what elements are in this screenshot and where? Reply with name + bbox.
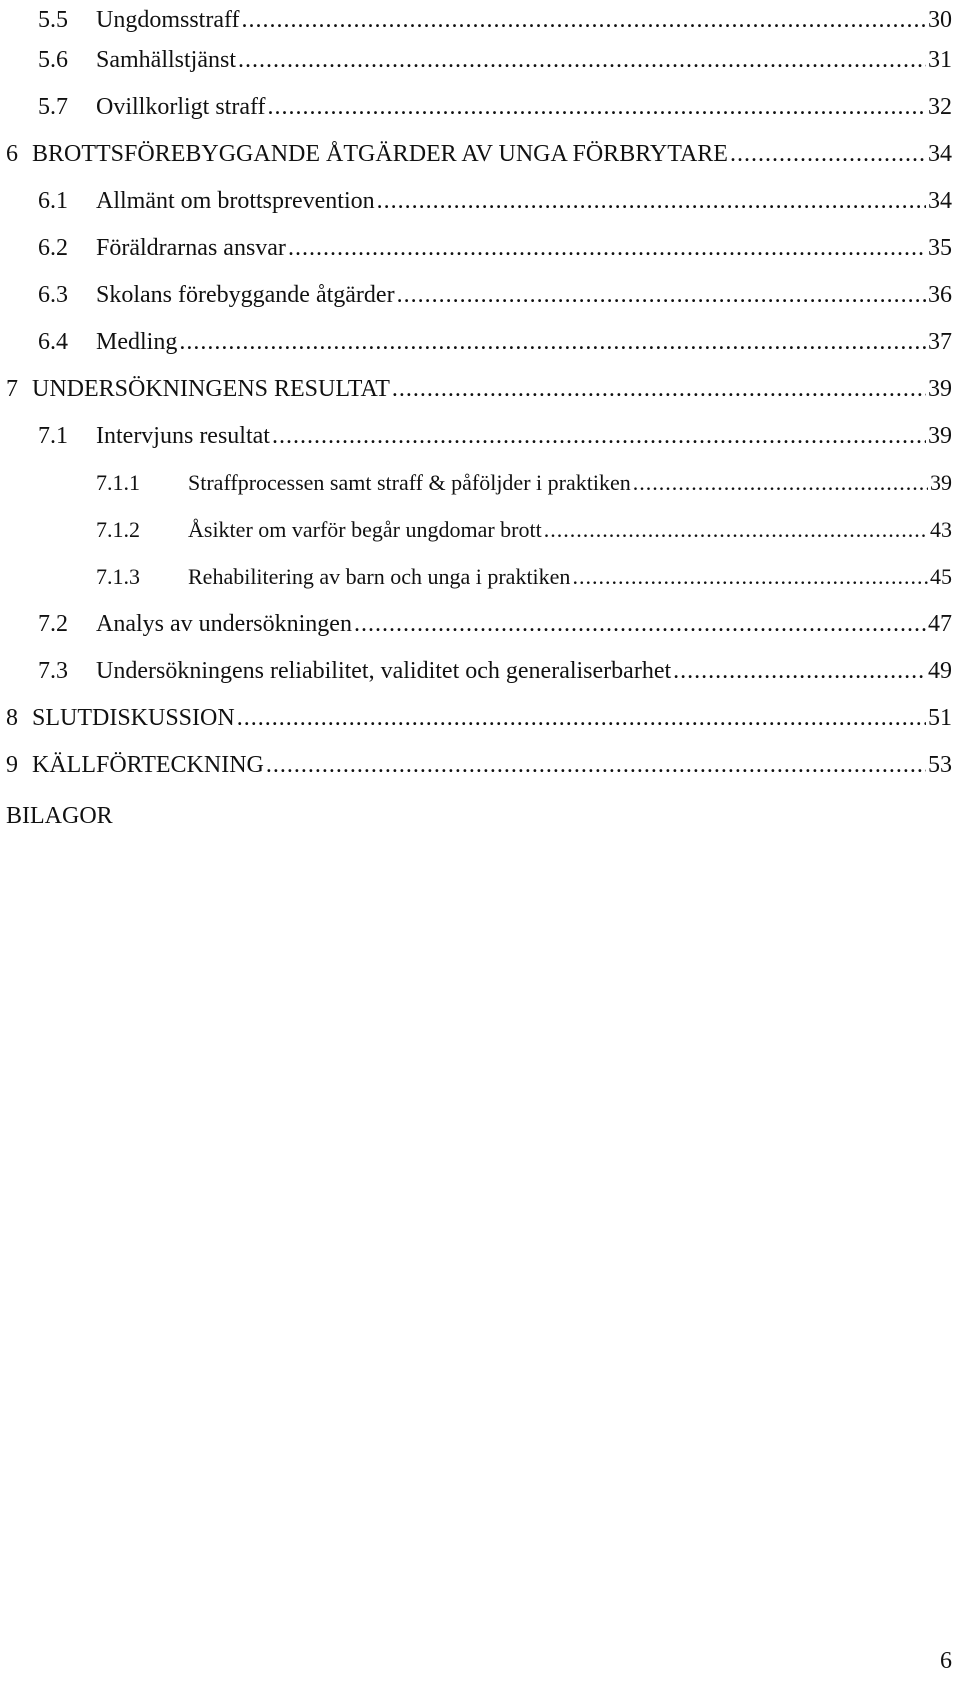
toc-entry-number: 7.2 [38,611,68,637]
toc-entry-number: 6.2 [38,235,68,261]
toc-entry-page: 36 [928,282,952,308]
toc-entry-title: Analys av undersökningen [96,611,352,637]
toc-dot-leader [377,181,926,221]
toc-entry[interactable] [0,557,960,597]
toc-entry-page: 45 [930,564,952,589]
toc-entry[interactable] [0,463,960,503]
toc-entry-page: 39 [928,376,952,402]
toc-entry[interactable] [0,698,960,738]
toc-dot-leader [237,698,926,738]
toc-entry[interactable] [0,369,960,409]
toc-entry-title: Allmänt om brottsprevention [96,188,375,214]
toc-entry-title: Undersökningens reliabilitet, validitet och generaliserbarhet [96,658,672,684]
toc-dot-leader [730,134,926,174]
toc-dot-leader [392,369,926,409]
toc-entry[interactable] [0,181,960,221]
toc-entry[interactable] [0,510,960,550]
toc-dot-leader [397,275,926,315]
toc-entry-page: 51 [928,705,952,731]
toc-entry-number: 7.1.2 [96,517,140,542]
toc-dot-leader [633,463,928,503]
toc-dot-leader [544,510,928,550]
toc-entry-number: 7.1.1 [96,470,140,495]
toc-entry[interactable] [0,228,960,268]
toc-dot-leader [266,745,926,785]
toc-dot-leader [242,0,926,40]
toc-entry-number: 8 [6,705,18,731]
toc-entry-title: Medling [96,329,178,355]
toc-entry-number: 6.4 [38,329,68,355]
toc-entry[interactable] [0,134,960,174]
toc-entry[interactable] [0,604,960,644]
page-number: 6 [940,1648,952,1674]
toc-entry-page: 31 [928,47,952,73]
toc-entry-number: 6.1 [38,188,68,214]
toc-entry-title: Skolans förebyggande åtgärder [96,282,395,308]
toc-entry-title: UNDERSÖKNINGENS RESULTAT [32,376,390,402]
toc-entry[interactable] [0,322,960,362]
toc-entry-number: 9 [6,752,18,778]
toc-dot-leader [179,322,926,362]
toc-entry-page: 34 [928,141,952,167]
toc-entry-page: 39 [928,423,952,449]
toc-entry[interactable] [0,745,960,785]
toc-entry-page: 39 [930,470,952,495]
toc-entry[interactable] [0,87,960,127]
toc-entry-page: 35 [928,235,952,261]
toc-entry-page: 34 [928,188,952,214]
toc-entry-title: Straffprocessen samt straff & påföljder i praktiken [188,470,631,495]
toc-entry-number: 6.3 [38,282,68,308]
toc-dot-leader [673,651,926,691]
toc-entry-title: KÄLLFÖRTECKNING [32,752,264,778]
toc-entry-number: 5.5 [38,7,68,33]
toc-entry[interactable] [0,275,960,315]
toc-dot-leader [354,604,926,644]
toc-entry[interactable] [0,651,960,691]
toc-entry-title: BROTTSFÖREBYGGANDE ÅTGÄRDER AV UNGA FÖRBRYTARE [32,141,728,167]
toc-entry-number: 5.6 [38,47,68,73]
toc-appendices[interactable]: BILAGOR [6,803,113,829]
toc-entry-page: 53 [928,752,952,778]
toc-entry-page: 43 [930,517,952,542]
toc-entry-page: 47 [928,611,952,637]
toc-entry-number: 7 [6,376,18,402]
toc-entry-page: 49 [928,658,952,684]
toc-entry-number: 6 [6,141,18,167]
toc-entry[interactable] [0,40,960,80]
toc-dot-leader [238,40,926,80]
toc-dot-leader [272,416,926,456]
toc-entry-title: Intervjuns resultat [96,423,270,449]
toc-entry-title: Ungdomsstraff [96,7,240,33]
toc-dot-leader [288,228,926,268]
toc-entry-title: Rehabilitering av barn och unga i praktiken [188,564,571,589]
toc-entry-page: 32 [928,94,952,120]
toc-entry-number: 7.1.3 [96,564,140,589]
toc-dot-leader [572,557,928,597]
toc-entry-page: 30 [928,7,952,33]
toc-dot-leader [268,87,926,127]
toc-entry-title: Samhällstjänst [96,47,236,73]
toc-entry-title: Åsikter om varför begår ungdomar brott [188,517,542,542]
toc-entry-number: 7.3 [38,658,68,684]
toc-entry-number: 5.7 [38,94,68,120]
toc-entry-title: Ovillkorligt straff [96,94,266,120]
toc-entry-title: Föräldrarnas ansvar [96,235,286,261]
toc-entry-number: 7.1 [38,423,68,449]
toc-entry[interactable] [0,0,960,40]
toc-entry-title: SLUTDISKUSSION [32,705,235,731]
toc-entry-page: 37 [928,329,952,355]
toc-entry[interactable] [0,416,960,456]
